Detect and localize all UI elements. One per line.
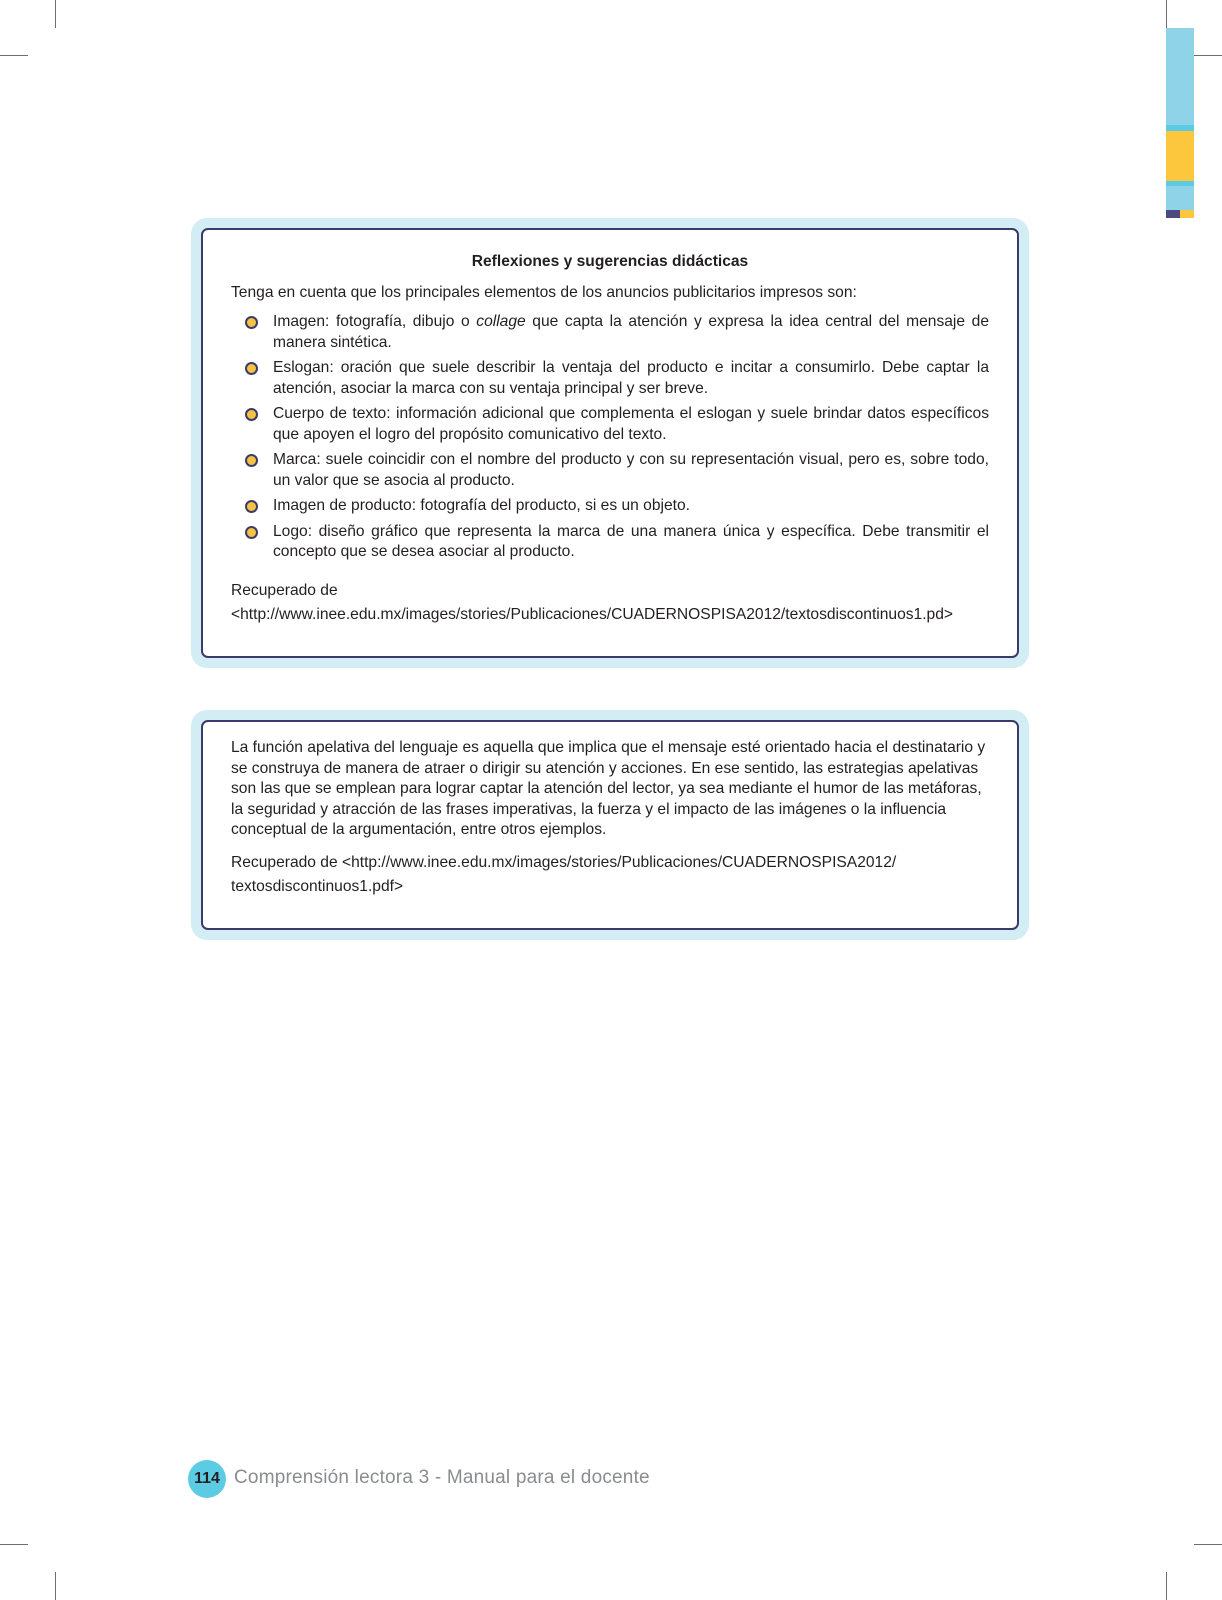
crop-mark	[1194, 55, 1222, 56]
reflections-box-inner	[201, 228, 1019, 658]
bullet-icon	[245, 454, 258, 467]
footer-title: Comprensión lectora 3 - Manual para el docente	[234, 1467, 650, 1488]
appellative-function-box-inner	[201, 720, 1019, 930]
edge-tab-purple	[1166, 210, 1180, 218]
list-item: Cuerpo de texto: información adicional que complementa el eslogan y suele brindar datos específicos que apoyen el logro del propósito comunicativo del texto.	[273, 404, 989, 445]
bullet-icon	[245, 500, 258, 513]
crop-mark	[1166, 0, 1167, 28]
list-item: Imagen de producto: fotografía del producto, si es un objeto.	[273, 496, 989, 517]
bullet-icon	[245, 526, 258, 539]
source-citation	[231, 581, 989, 626]
crop-mark	[55, 1572, 56, 1600]
crop-mark	[55, 0, 56, 28]
crop-mark	[1194, 1544, 1222, 1545]
crop-mark	[1166, 1572, 1167, 1600]
box-paragraph: La función apelativa del lenguaje es aquella que implica que el mensaje esté orientado hacia el destinatario y se construya de manera de atraer o dirigir su atención y acciones. En ese sentido, las estrategias apelativas son las que se emplean para lograr captar la atención del lector, ya sea mediante el humor de las metáforas, la seguridad y atracción de las frases imperativas, la fuerza y el impacto de las imágenes o la influencia conceptual de la argumentación, entre otros ejemplos.	[231, 739, 986, 838]
bullet-icon	[245, 408, 258, 421]
crop-mark	[0, 1544, 28, 1545]
page-number: 114	[188, 1460, 226, 1498]
edge-tab-light	[1166, 186, 1194, 210]
edge-tab-blue	[1166, 28, 1194, 125]
elements-list	[231, 312, 989, 563]
edge-tab-yellow	[1166, 131, 1194, 181]
list-item: Imagen: fotografía, dibujo o collage que capta la atención y expresa la idea central del mensaje de manera sintética.	[273, 312, 989, 353]
edge-tab-yellow-small	[1180, 210, 1194, 218]
appellative-function-box	[191, 710, 1029, 940]
crop-mark	[0, 55, 28, 56]
box-title: Reflexiones y sugerencias didácticas	[471, 253, 749, 270]
bullet-icon	[245, 316, 258, 329]
box-intro: Tenga en cuenta que los principales elementos de los anuncios publicitarios impresos son:	[231, 283, 857, 301]
list-item: Marca: suele coincidir con el nombre del producto y con su representación visual, pero es, sobre todo, un valor que se asocia al producto.	[273, 450, 989, 491]
list-item: Eslogan: oración que suele describir la ventaja del producto e incitar a consumirlo. Debe captar la atención, asociar la marca con su ventaja principal y ser breve.	[273, 358, 989, 399]
list-item: Logo: diseño gráfico que representa la marca de una manera única y específica. Debe transmitir el concepto que se desea asociar al producto.	[273, 522, 989, 563]
source-line: textosdiscontinuos1.pdf>	[231, 878, 404, 895]
bullet-icon	[245, 362, 258, 375]
source-label: Recuperado de	[231, 581, 338, 599]
reflections-box	[191, 218, 1029, 668]
source-line: Recuperado de <http://www.inee.edu.mx/images/stories/Publicaciones/CUADERNOSPISA2012/	[231, 853, 897, 871]
source-url: <http://www.inee.edu.mx/images/stories/Publicaciones/CUADERNOSPISA2012/textosdiscontinuos1.pd>	[231, 606, 954, 623]
